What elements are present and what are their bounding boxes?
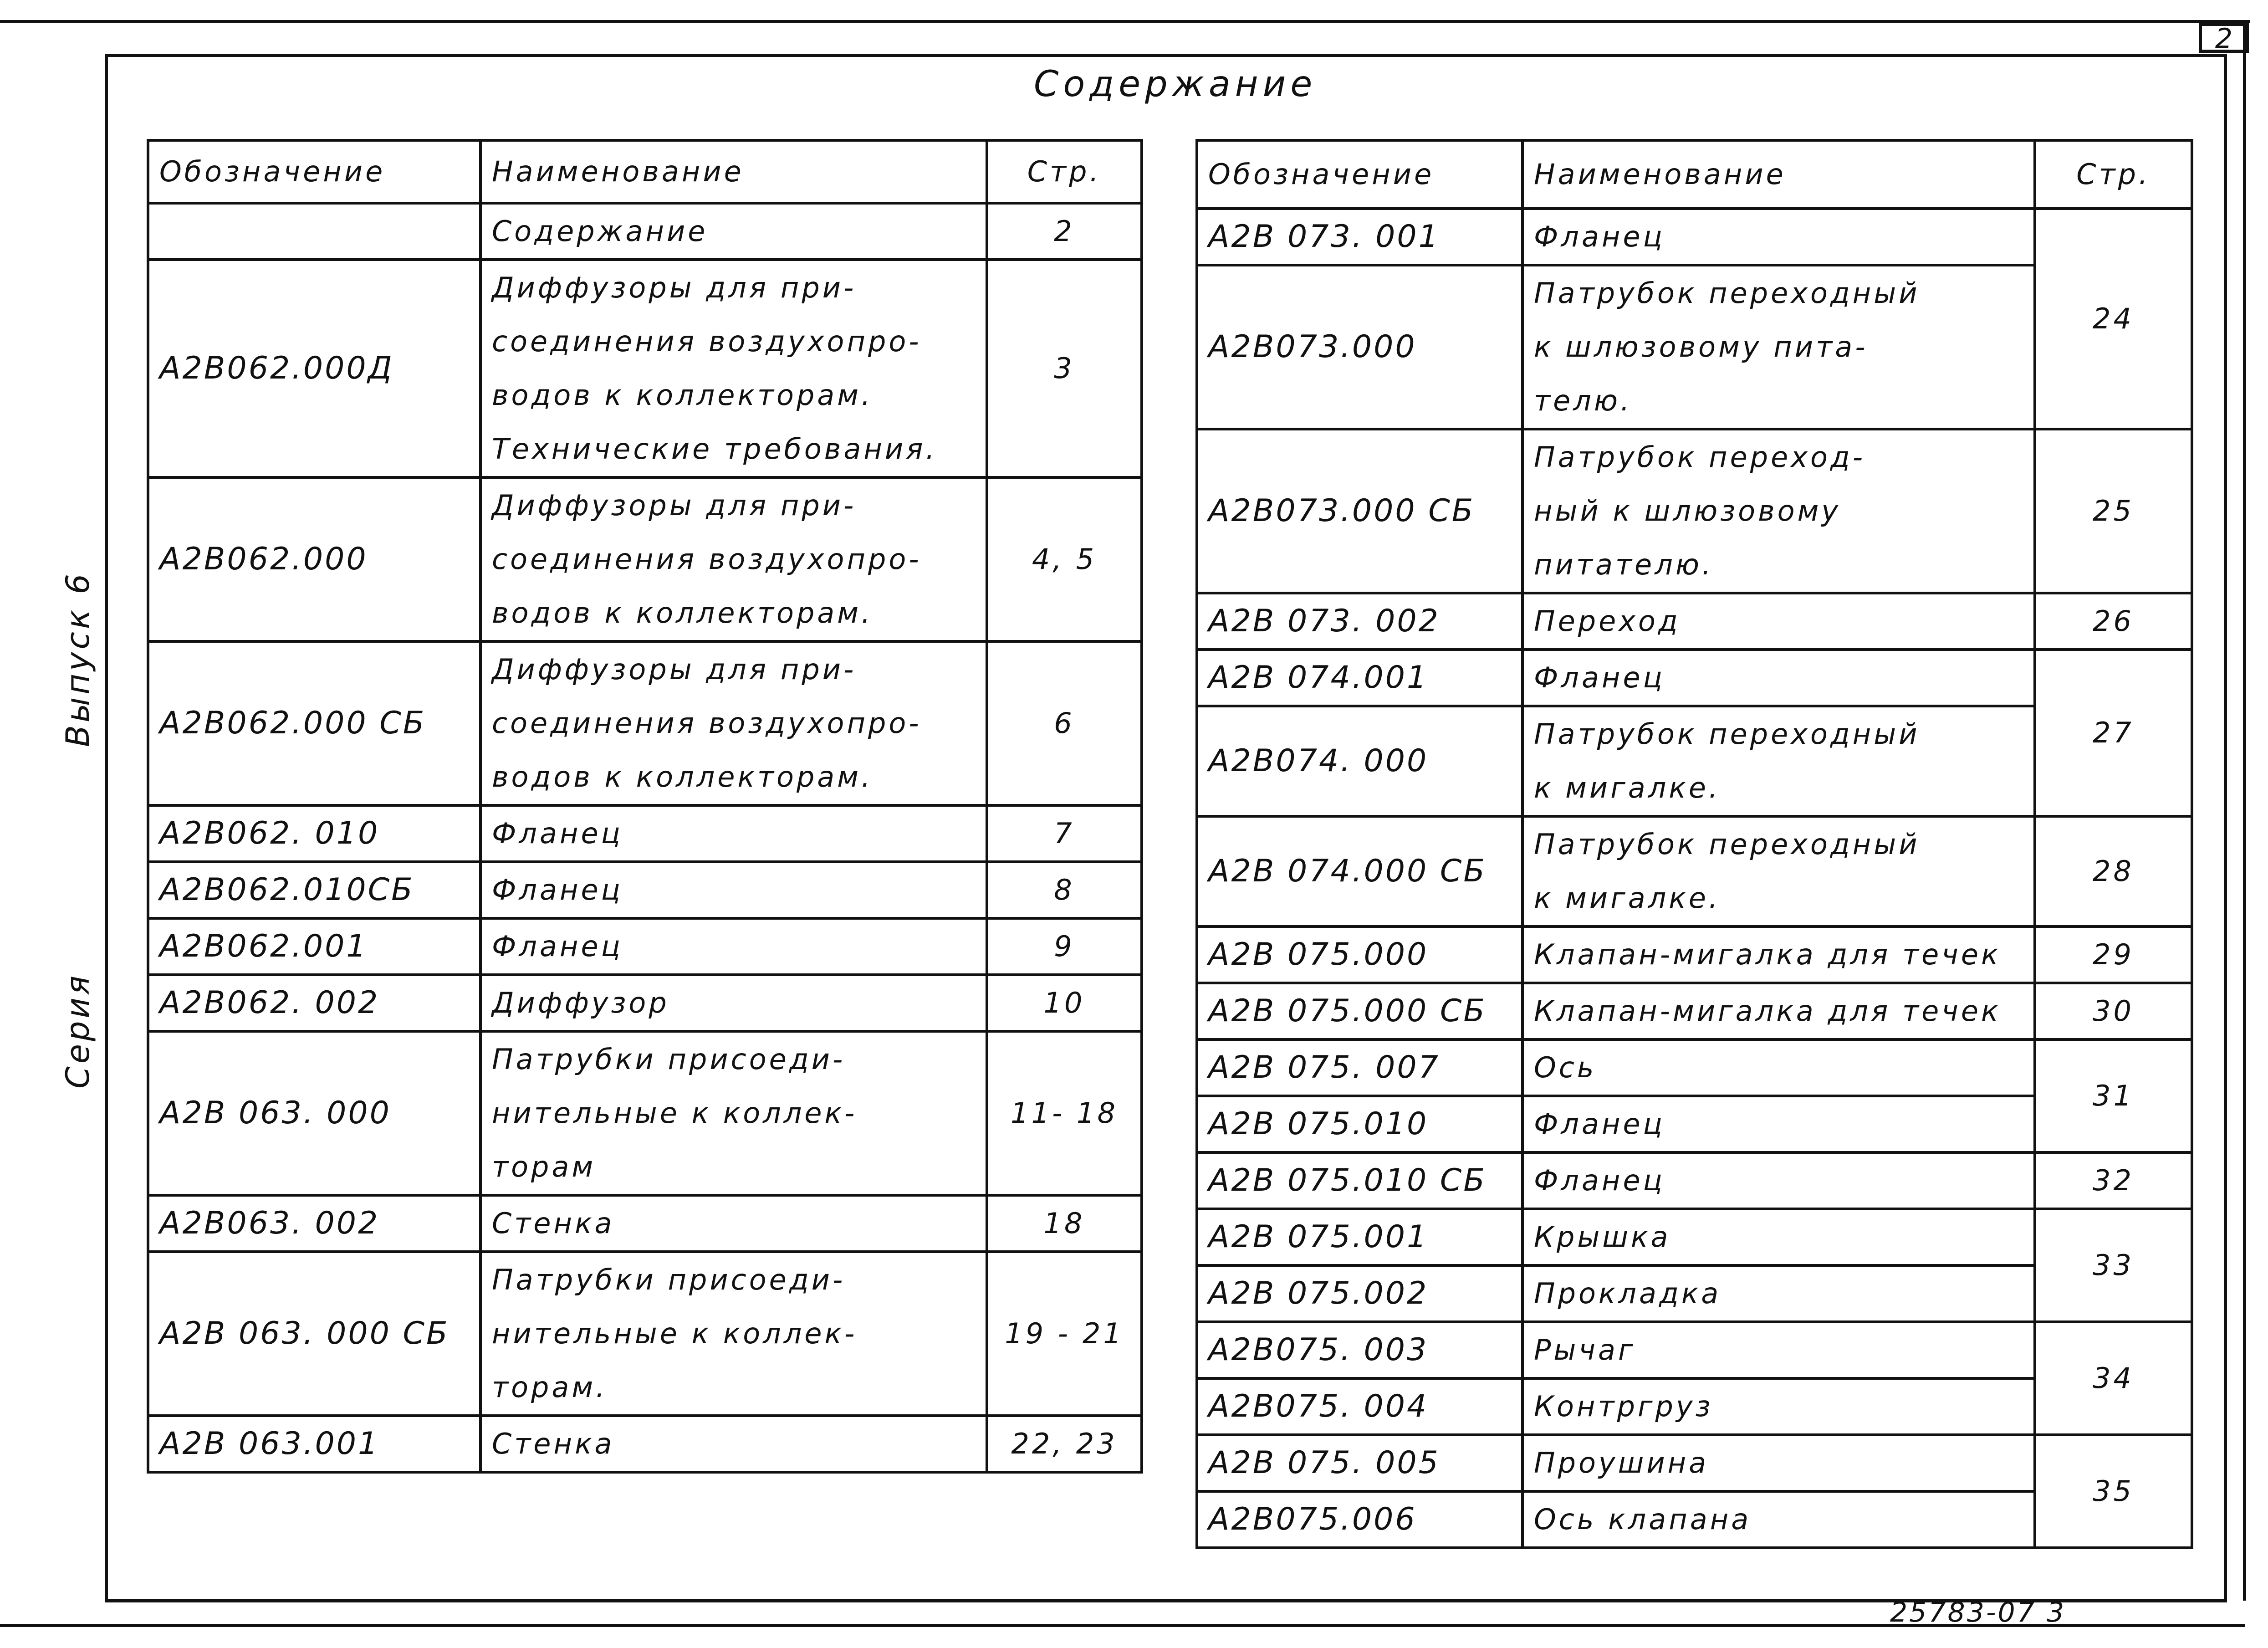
item-page: 29: [2035, 926, 2192, 983]
item-designation: А2В 075. 007: [1197, 1039, 1522, 1096]
table-row: [148, 641, 1142, 805]
item-name-line: Патрубок переход-: [1534, 440, 1866, 474]
item-designation: А2В 075.010 СБ: [1197, 1152, 1522, 1209]
item-name-line: водов к коллекторам.: [492, 379, 873, 412]
item-name-line: Патрубки присоеди-: [492, 1043, 846, 1076]
item-name: [480, 641, 987, 805]
table-row: [148, 203, 1142, 260]
item-name: [480, 918, 987, 975]
item-name-line: Стенка: [492, 1207, 615, 1240]
item-page: 4, 5: [987, 477, 1142, 641]
item-name: [480, 1416, 987, 1472]
item-designation: А2В 063. 000 СБ: [148, 1252, 480, 1416]
item-designation: А2В 063. 000: [148, 1031, 480, 1195]
item-page: 19 - 21: [987, 1252, 1142, 1416]
item-page: 10: [987, 975, 1142, 1031]
table-row: [148, 918, 1142, 975]
item-name-line: соединения воздухопро-: [492, 543, 922, 576]
table-row: [148, 1252, 1142, 1416]
item-designation: А2В 075.002: [1197, 1265, 1522, 1322]
item-page: 22, 23: [987, 1416, 1142, 1472]
item-page: 33: [2035, 1209, 2192, 1322]
item-designation: А2В073.000 СБ: [1197, 429, 1522, 593]
item-designation: А2В063. 002: [148, 1195, 480, 1252]
item-name-line: соединения воздухопро-: [492, 325, 922, 358]
item-page: 35: [2035, 1435, 2192, 1548]
contents-table-left: [147, 139, 1143, 1474]
item-name-line: соединения воздухопро-: [492, 706, 922, 740]
item-designation: А2В075. 004: [1197, 1378, 1522, 1435]
item-page: 18: [987, 1195, 1142, 1252]
item-name: [480, 805, 987, 862]
contents-table-right: [1195, 139, 2193, 1549]
item-name-line: Патрубок переходный: [1534, 828, 1920, 861]
table-row: [148, 805, 1142, 862]
table-row: [148, 862, 1142, 918]
item-page: 24: [2035, 209, 2192, 429]
item-name-line: Фланец: [492, 930, 623, 963]
item-page: 26: [2035, 593, 2192, 650]
item-page: 34: [2035, 1322, 2192, 1435]
item-name: [1522, 265, 2035, 429]
item-designation: А2В062.000Д: [148, 260, 480, 477]
item-name: [1522, 706, 2035, 816]
item-name: [480, 975, 987, 1031]
table-row: [1197, 429, 2192, 593]
item-name-line: Диффузоры для при-: [492, 489, 857, 522]
item-name-line: Стенка: [492, 1427, 615, 1460]
item-designation: А2В 075. 005: [1197, 1435, 1522, 1491]
item-designation: А2В062. 002: [148, 975, 480, 1031]
item-page: 31: [2035, 1039, 2192, 1152]
item-name-line: Ось: [1534, 1051, 1597, 1084]
item-page: 25: [2035, 429, 2192, 593]
item-name-line: Фланец: [492, 873, 623, 906]
item-name-line: Переход: [1534, 604, 1681, 638]
item-name-line: Диффузоры для при-: [492, 271, 857, 304]
item-page: 28: [2035, 816, 2192, 926]
item-name-line: Фланец: [492, 817, 623, 850]
table-row: [1197, 983, 2192, 1039]
table-row: [1197, 1039, 2192, 1096]
item-designation: А2В062.000: [148, 477, 480, 641]
item-name: [1522, 1378, 2035, 1435]
item-page: 30: [2035, 983, 2192, 1039]
item-name-line: Фланец: [1534, 220, 1665, 253]
item-designation: [148, 203, 480, 260]
item-name: [1522, 1096, 2035, 1152]
item-name-line: Содержание: [492, 215, 708, 248]
series-label: Серия: [59, 973, 97, 1089]
item-page: 8: [987, 862, 1142, 918]
item-name-line: Фланец: [1534, 1107, 1665, 1141]
item-page: 32: [2035, 1152, 2192, 1209]
item-designation: А2В075.006: [1197, 1491, 1522, 1548]
item-designation: А2В 073. 002: [1197, 593, 1522, 650]
item-name-line: телю.: [1534, 384, 1632, 417]
item-name: [480, 862, 987, 918]
table-row: [148, 1416, 1142, 1472]
item-name: [480, 477, 987, 641]
item-designation: А2В 073. 001: [1197, 209, 1522, 265]
item-name-line: торам.: [492, 1371, 608, 1404]
item-page: 11- 18: [987, 1031, 1142, 1195]
item-designation: А2В074. 000: [1197, 706, 1522, 816]
item-name: [480, 1031, 987, 1195]
item-name-line: нительные к коллек-: [492, 1317, 858, 1350]
header-page: Стр.: [987, 140, 1142, 203]
item-name-line: к шлюзовому пита-: [1534, 330, 1868, 363]
item-name-line: нительные к коллек-: [492, 1096, 858, 1130]
item-name-line: водов к коллекторам.: [492, 760, 873, 793]
item-name: [480, 1195, 987, 1252]
item-name: [1522, 1152, 2035, 1209]
item-name-line: Рычаг: [1534, 1333, 1636, 1367]
item-name-line: торам: [492, 1150, 596, 1183]
table-row: [148, 1031, 1142, 1195]
table-row: [148, 260, 1142, 477]
item-name-line: Контргруз: [1534, 1390, 1713, 1423]
item-name-line: Диффузоры для при-: [492, 653, 857, 686]
item-page: 3: [987, 260, 1142, 477]
item-name: [480, 203, 987, 260]
item-name: [1522, 816, 2035, 926]
header-name: Наименование: [480, 140, 987, 203]
item-designation: А2В075. 003: [1197, 1322, 1522, 1378]
item-designation: А2В062. 010: [148, 805, 480, 862]
item-page: 27: [2035, 650, 2192, 816]
item-name: [1522, 1322, 2035, 1378]
item-name-line: Крышка: [1534, 1220, 1671, 1254]
table-row: [1197, 209, 2192, 265]
item-name-line: Проушина: [1534, 1446, 1709, 1479]
item-designation: А2В 074.001: [1197, 650, 1522, 706]
table-row: [1197, 816, 2192, 926]
item-designation: А2В062.000 СБ: [148, 641, 480, 805]
document-number: 25783-07 3: [1890, 1597, 2066, 1628]
item-name-line: Патрубок переходный: [1534, 717, 1920, 751]
page-title: Содержание: [1034, 64, 1317, 105]
table-row: [148, 975, 1142, 1031]
item-name-line: к мигалке.: [1534, 881, 1721, 915]
header-designation: Обозначение: [148, 140, 480, 203]
sheet-number: 2: [2199, 23, 2249, 53]
item-name: [1522, 926, 2035, 983]
table-row: [1197, 1322, 2192, 1378]
item-name-line: Фланец: [1534, 661, 1665, 694]
table-row: [1197, 1209, 2192, 1265]
table-row: [1197, 650, 2192, 706]
header-designation: Обозначение: [1197, 140, 1522, 209]
item-name: [1522, 983, 2035, 1039]
item-name: [1522, 429, 2035, 593]
table-row: [1197, 1152, 2192, 1209]
item-name: [1522, 1209, 2035, 1265]
item-page: 7: [987, 805, 1142, 862]
item-name-line: Патрубки присоеди-: [492, 1263, 846, 1296]
item-name-line: Клапан-мигалка для течек: [1534, 938, 2001, 971]
item-name: [1522, 1265, 2035, 1322]
issue-label: Выпуск 6: [59, 571, 97, 747]
item-name-line: Клапан-мигалка для течек: [1534, 994, 2001, 1028]
item-name: [1522, 1491, 2035, 1548]
header-name: Наименование: [1522, 140, 2035, 209]
item-name: [480, 260, 987, 477]
item-designation: А2В 075.000: [1197, 926, 1522, 983]
item-name: [1522, 593, 2035, 650]
item-designation: А2В 075.000 СБ: [1197, 983, 1522, 1039]
sheet-right-line: [2243, 20, 2246, 1601]
item-name: [1522, 209, 2035, 265]
item-page: 6: [987, 641, 1142, 805]
item-page: 2: [987, 203, 1142, 260]
item-name-line: питателю.: [1534, 548, 1714, 581]
item-name-line: Диффузор: [492, 986, 669, 1019]
item-name: [1522, 650, 2035, 706]
item-designation: А2В 063.001: [148, 1416, 480, 1472]
table-row: [148, 1195, 1142, 1252]
item-designation: А2В 075.001: [1197, 1209, 1522, 1265]
item-designation: А2В 074.000 СБ: [1197, 816, 1522, 926]
item-name-line: к мигалке.: [1534, 771, 1721, 804]
item-name-line: Ось клапана: [1534, 1503, 1752, 1536]
item-name-line: ный к шлюзовому: [1534, 494, 1841, 527]
item-name-line: водов к коллекторам.: [492, 596, 873, 630]
sheet-top-line: [0, 20, 2250, 23]
item-designation: А2В062.001: [148, 918, 480, 975]
item-designation: А2В 075.010: [1197, 1096, 1522, 1152]
item-name: [1522, 1435, 2035, 1491]
table-row: [1197, 1435, 2192, 1491]
item-designation: А2В062.010СБ: [148, 862, 480, 918]
item-designation: А2В073.000: [1197, 265, 1522, 429]
header-page: Стр.: [2035, 140, 2192, 209]
item-name: [1522, 1039, 2035, 1096]
item-page: 9: [987, 918, 1142, 975]
item-name-line: Фланец: [1534, 1164, 1665, 1197]
item-name-line: Прокладка: [1534, 1277, 1721, 1310]
table-row: [1197, 593, 2192, 650]
table-row: [1197, 926, 2192, 983]
item-name-line: Технические требования.: [492, 432, 938, 466]
table-row: [148, 477, 1142, 641]
item-name-line: Патрубок переходный: [1534, 276, 1920, 310]
item-name: [480, 1252, 987, 1416]
